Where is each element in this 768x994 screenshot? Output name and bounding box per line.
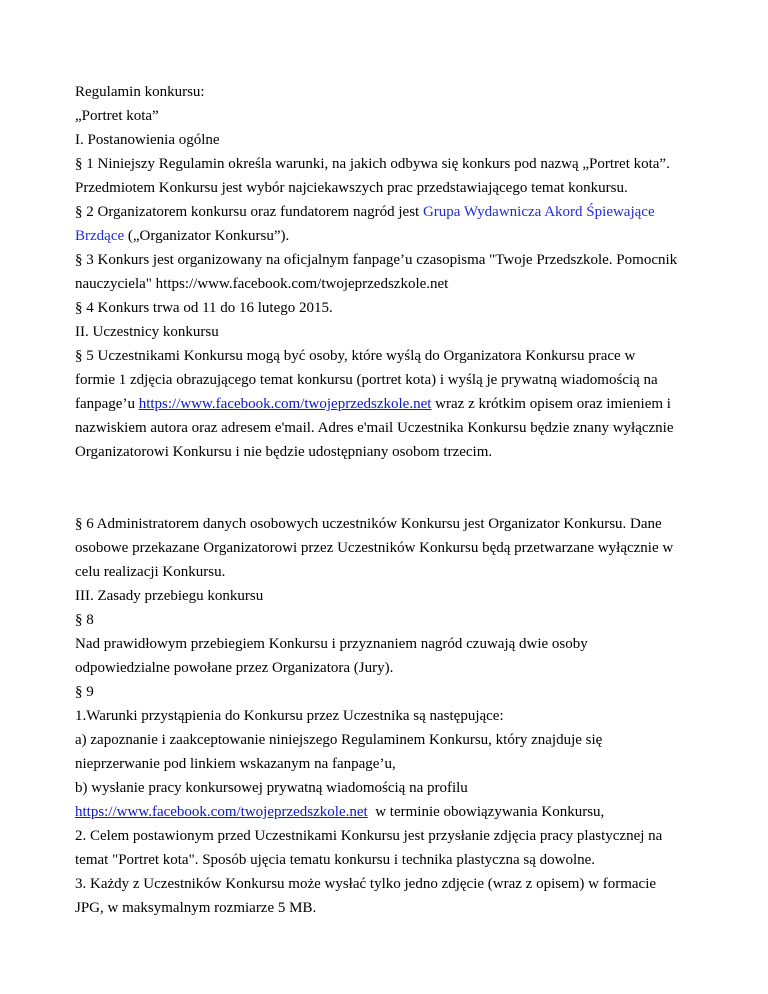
paragraph-9-item-3-line-1: 3. Każdy z Uczestników Konkursu może wysłać tylko jedno zdjęcie (wraz z opisem) w formacie [75,876,657,892]
section-heading-general: I. Postanowienia ogólne [75,132,220,148]
paragraph-5-line-5: Organizatorowi Konkursu i nie będzie udostępniany osobom trzecim. [75,444,493,460]
paragraph-8-mark: § 8 [75,612,94,628]
paragraph-9-item-a-line-2: nieprzerwanie pod linkiem wskazanym na fanpage’u, [75,756,396,772]
paragraph-8-line-1: Nad prawidłowym przebiegiem Konkursu i przyznaniem nagród czuwają dwie osoby [75,636,588,652]
paragraph-9-item-a-line-1: a) zapoznanie i zaakceptowanie niniejszego Regulaminem Konkursu, który znajduje się [75,732,603,748]
paragraph-3-line-1: § 3 Konkurs jest organizowany na oficjalnym fanpage’u czasopisma "Twoje Przedszkole. Pomocnik [75,252,678,268]
section-heading-participants: II. Uczestnicy konkursu [75,324,219,340]
paragraph-4: § 4 Konkurs trwa od 11 do 16 lutego 2015. [75,300,333,316]
paragraph-2-suffix: („Organizator Konkursu”). [124,228,290,244]
regulations-document [75,80,715,920]
paragraph-5-prefix: fanpage’u [75,396,139,412]
paragraph-8-line-2: odpowiedzialne powołane przez Organizatora (Jury). [75,660,394,676]
paragraph-9-item-b-line-1: b) wysłanie pracy konkursowej prywatną wiadomością na profilu [75,780,468,796]
paragraph-5-line-4: nazwiskiem autora oraz adresem e'mail. Adres e'mail Uczestnika Konkursu będzie znany wyłącznie [75,420,674,436]
paragraph-1-line-2: Przedmiotem Konkursu jest wybór najciekawszych prac przedstawiającego temat konkursu. [75,180,628,196]
organizer-link[interactable]: Grupa Wydawnicza Akord Śpiewające [422,204,655,220]
paragraph-9-item-2-line-1: 2. Celem postawionym przed Uczestnikami Konkursu jest przysłanie zdjęcia pracy plastycznej na [75,828,663,844]
paragraph-2-line-2 [75,224,715,248]
paragraph-5-suffix: wraz z krótkim opisem oraz imieniem i [431,396,671,412]
paragraph-9-item-b-line-2 [75,800,715,824]
paragraph-5-line-3 [75,392,715,416]
organizer-link-continued[interactable]: Brzdące [75,228,125,244]
paragraph-6-line-2: osobowe przekazane Organizatorowi przez Uczestników Konkursu będą przetwarzane wyłącznie w [75,540,674,556]
paragraph-6-line-3: celu realizacji Konkursu. [75,564,226,580]
paragraph-5-line-2: formie 1 zdjęcia obrazującego temat konkursu (portret kota) i wyślą je prywatną wiadomością na [75,372,658,388]
paragraph-1-line-1: § 1 Niniejszy Regulamin określa warunki, na jakich odbywa się konkurs pod nazwą „Portret kota”. [75,156,670,172]
paragraph-2-prefix: § 2 Organizatorem konkursu oraz fundatorem nagród jest [75,204,423,220]
paragraph-gap [75,464,715,512]
paragraph-9-item-b-suffix: w terminie obowiązywania Konkursu, [367,804,605,820]
fanpage-link[interactable]: https://www.facebook.com/twojeprzedszkole.net [138,396,432,412]
paragraph-9-item-1: 1.Warunki przystąpienia do Konkursu przez Uczestnika są następujące: [75,708,504,724]
paragraph-6-line-1: § 6 Administratorem danych osobowych uczestników Konkursu jest Organizator Konkursu. Dane [75,516,662,532]
paragraph-2-line-1 [75,200,715,224]
paragraph-9-item-2-line-2: temat "Portret kota". Sposób ujęcia tematu konkursu i technika plastyczna są dowolne. [75,852,596,868]
profile-link[interactable]: https://www.facebook.com/twojeprzedszkole.net [75,804,368,820]
paragraph-9-item-3-line-2: JPG, w maksymalnym rozmiarze 5 MB. [75,900,317,916]
paragraph-9-mark: § 9 [75,684,94,700]
section-heading-rules: III. Zasady przebiegu konkursu [75,588,264,604]
contest-name: „Portret kota” [75,108,159,124]
paragraph-5-line-1: § 5 Uczestnikami Konkursu mogą być osoby, które wyślą do Organizatora Konkursu prace w [75,348,636,364]
document-title: Regulamin konkursu: [75,84,205,100]
paragraph-3-line-2: nauczyciela" https://www.facebook.com/twojeprzedszkole.net [75,276,449,292]
